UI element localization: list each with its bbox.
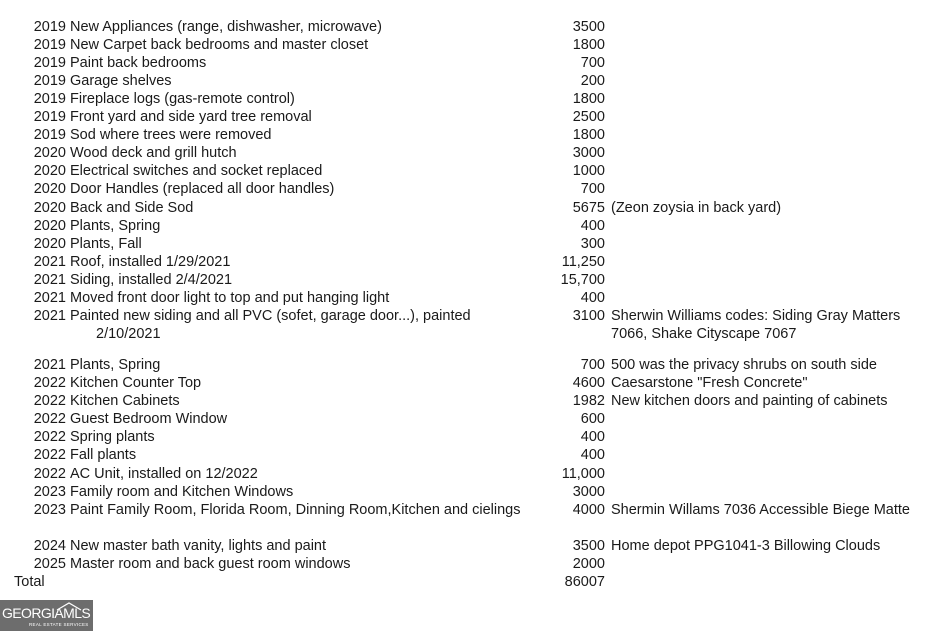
row-year: 2023 xyxy=(33,484,66,500)
row-description: Family room and Kitchen Windows xyxy=(70,484,294,500)
row-year: 2021 xyxy=(33,308,66,324)
row-description: New Carpet back bedrooms and master closet xyxy=(70,37,369,53)
row-amount: 200 xyxy=(580,73,605,89)
row-year: 2019 xyxy=(33,91,66,107)
row-amount: 600 xyxy=(580,411,605,427)
row-description: Paint back bedrooms xyxy=(70,55,207,71)
row-year: 2020 xyxy=(33,236,66,252)
table-row xyxy=(0,54,930,72)
row-amount: 1800 xyxy=(572,91,605,107)
table-row xyxy=(0,72,930,90)
row-description: Master room and back guest room windows xyxy=(70,556,351,572)
row-amount: 15,700 xyxy=(560,272,605,288)
table-row xyxy=(0,271,930,289)
row-year: 2022 xyxy=(33,375,66,391)
row-year: 2019 xyxy=(33,37,66,53)
row-amount: 2000 xyxy=(572,556,605,572)
table-row xyxy=(0,180,930,198)
row-description: Electrical switches and socket replaced xyxy=(70,163,323,179)
row-note: 500 was the privacy shrubs on south side xyxy=(611,357,877,373)
row-amount: 3500 xyxy=(572,538,605,554)
row-amount: 300 xyxy=(580,236,605,252)
row-description: Plants, Spring xyxy=(70,218,161,234)
row-description: AC Unit, installed on 12/2022 xyxy=(70,466,258,482)
table-row xyxy=(0,537,930,555)
row-description: Plants, Spring xyxy=(70,357,161,373)
row-amount: 3000 xyxy=(572,145,605,161)
row-note-continued: 7066, Shake Cityscape 7067 xyxy=(611,326,797,342)
table-row xyxy=(0,253,930,271)
table-row xyxy=(0,36,930,54)
row-description: Moved front door light to top and put hanging light xyxy=(70,290,390,306)
table-row xyxy=(0,126,930,144)
row-description: Paint Family Room, Florida Room, Dinning Room,Kitchen and cielings xyxy=(70,502,521,518)
row-description: Spring plants xyxy=(70,429,155,445)
row-year: 2019 xyxy=(33,19,66,35)
table-row xyxy=(0,501,930,519)
row-year: 2022 xyxy=(33,447,66,463)
row-amount: 3100 xyxy=(572,308,605,324)
table-row xyxy=(0,90,930,108)
row-year: 2021 xyxy=(33,254,66,270)
row-year: 2021 xyxy=(33,272,66,288)
row-year: 2022 xyxy=(33,466,66,482)
row-amount: 3000 xyxy=(572,484,605,500)
table-row xyxy=(0,428,930,446)
table-row xyxy=(0,446,930,464)
total-amount: 86007 xyxy=(564,574,605,590)
row-amount: 1000 xyxy=(572,163,605,179)
row-description: Fireplace logs (gas-remote control) xyxy=(70,91,295,107)
row-year: 2019 xyxy=(33,73,66,89)
row-amount: 700 xyxy=(580,181,605,197)
row-year: 2023 xyxy=(33,502,66,518)
row-year: 2020 xyxy=(33,200,66,216)
row-amount: 1800 xyxy=(572,127,605,143)
row-amount: 2500 xyxy=(572,109,605,125)
row-description: Guest Bedroom Window xyxy=(70,411,228,427)
row-description: Kitchen Counter Top xyxy=(70,375,202,391)
row-year: 2022 xyxy=(33,429,66,445)
table-row xyxy=(0,307,930,325)
row-year: 2020 xyxy=(33,181,66,197)
table-row xyxy=(0,483,930,501)
row-amount: 700 xyxy=(580,357,605,373)
row-amount: 4000 xyxy=(572,502,605,518)
row-description: Wood deck and grill hutch xyxy=(70,145,237,161)
table-row xyxy=(0,289,930,307)
row-description-continued: 2/10/2021 xyxy=(96,326,161,342)
row-amount: 3500 xyxy=(572,19,605,35)
row-year: 2025 xyxy=(33,556,66,572)
row-description: Back and Side Sod xyxy=(70,200,194,216)
table-row xyxy=(0,374,930,392)
table-row xyxy=(0,465,930,483)
table-row xyxy=(0,392,930,410)
table-row xyxy=(0,108,930,126)
row-year: 2022 xyxy=(33,393,66,409)
row-amount: 400 xyxy=(580,218,605,234)
row-amount: 5675 xyxy=(572,200,605,216)
logo-wordmark: GEORGIAMLS xyxy=(2,605,91,621)
row-description: Roof, installed 1/29/2021 xyxy=(70,254,231,270)
row-amount: 11,250 xyxy=(561,254,605,270)
row-amount: 400 xyxy=(580,447,605,463)
row-description: Sod where trees were removed xyxy=(70,127,272,143)
row-note: (Zeon zoysia in back yard) xyxy=(611,200,782,216)
row-amount: 4600 xyxy=(572,375,605,391)
row-year: 2020 xyxy=(33,145,66,161)
row-note: Sherwin Williams codes: Siding Gray Matters xyxy=(611,308,901,324)
row-amount: 1982 xyxy=(572,393,605,409)
row-description: Fall plants xyxy=(70,447,137,463)
row-year: 2020 xyxy=(33,163,66,179)
table-row xyxy=(0,18,930,36)
table-row xyxy=(0,144,930,162)
table-row xyxy=(0,217,930,235)
row-description: New Appliances (range, dishwasher, microwave) xyxy=(70,19,382,35)
row-year: 2019 xyxy=(33,109,66,125)
row-amount: 11,000 xyxy=(561,466,605,482)
row-year: 2019 xyxy=(33,55,66,71)
row-description: Front yard and side yard tree removal xyxy=(70,109,312,125)
row-note: Home depot PPG1041-3 Billowing Clouds xyxy=(611,538,881,554)
row-year: 2022 xyxy=(33,411,66,427)
table-row xyxy=(0,235,930,253)
total-label: Total xyxy=(14,574,45,590)
row-description: Door Handles (replaced all door handles) xyxy=(70,181,335,197)
row-amount: 400 xyxy=(580,429,605,445)
row-amount: 400 xyxy=(580,290,605,306)
table-row xyxy=(0,162,930,180)
row-description: Plants, Fall xyxy=(70,236,142,252)
row-description: Garage shelves xyxy=(70,73,172,89)
row-note: Shermin Willams 7036 Accessible Biege Matte xyxy=(611,502,910,518)
table-row xyxy=(0,199,930,217)
total-row xyxy=(0,573,930,591)
row-note: New kitchen doors and painting of cabinets xyxy=(611,393,888,409)
row-year: 2024 xyxy=(33,538,66,554)
row-amount: 1800 xyxy=(572,37,605,53)
row-note: Caesarstone "Fresh Concrete" xyxy=(611,375,808,391)
table-row-continuation xyxy=(0,325,930,343)
row-year: 2020 xyxy=(33,218,66,234)
row-description: Siding, installed 2/4/2021 xyxy=(70,272,233,288)
table-row xyxy=(0,410,930,428)
row-year: 2021 xyxy=(33,290,66,306)
georgia-mls-logo xyxy=(0,600,93,631)
row-description: Painted new siding and all PVC (sofet, garage door...), painted xyxy=(70,308,471,324)
table-row xyxy=(0,356,930,374)
row-amount: 700 xyxy=(580,55,605,71)
logo-tagline: REAL ESTATE SERVICES xyxy=(29,622,89,627)
row-year: 2019 xyxy=(33,127,66,143)
table-row xyxy=(0,555,930,573)
row-year: 2021 xyxy=(33,357,66,373)
row-description: New master bath vanity, lights and paint xyxy=(70,538,327,554)
row-description: Kitchen Cabinets xyxy=(70,393,180,409)
